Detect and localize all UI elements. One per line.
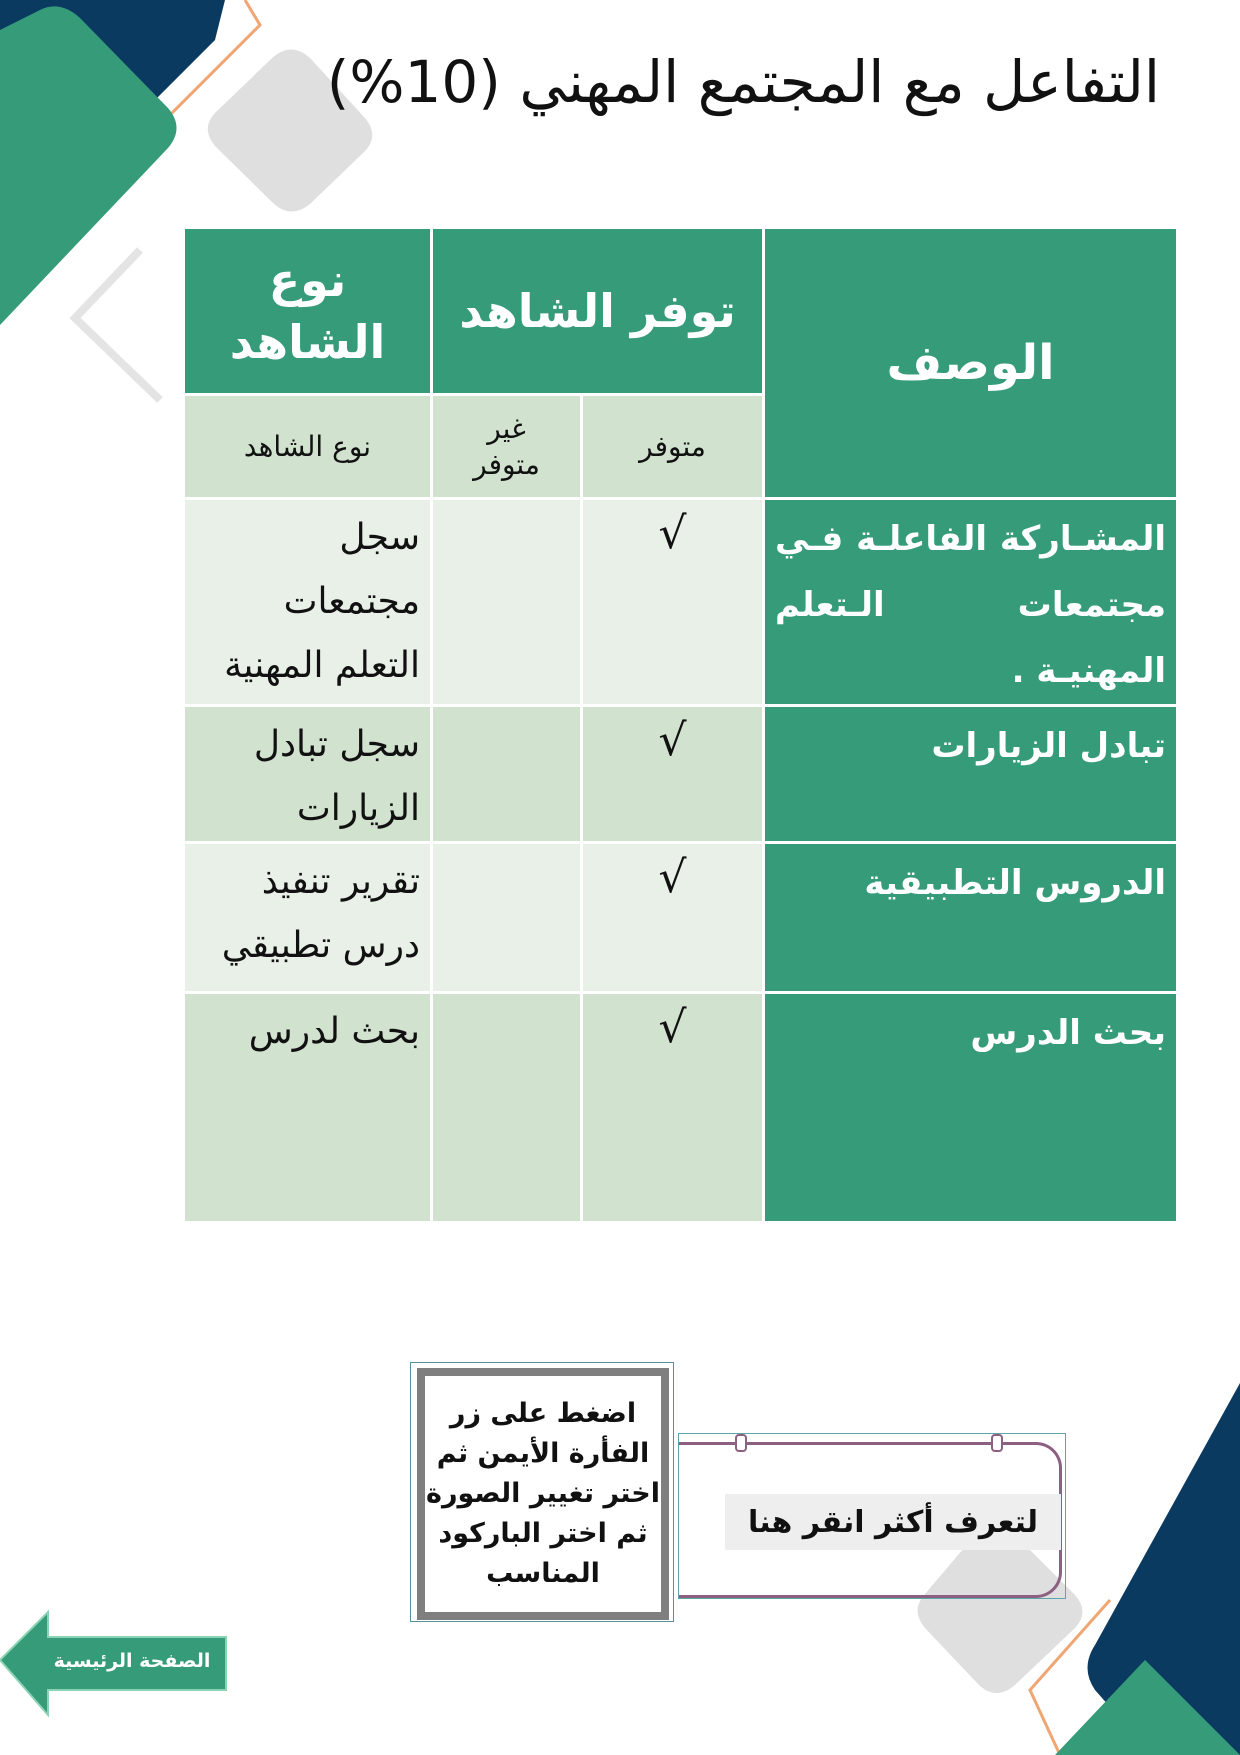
row-evidence: تقرير تنفيذ درس تطبيقي (184, 843, 432, 993)
row-not-available (432, 993, 582, 1223)
qr-code-placeholder[interactable] (410, 1362, 674, 1622)
table-row (184, 993, 1178, 1223)
callout-handle-right (991, 1434, 1003, 1452)
table-row (184, 499, 1178, 706)
row-description: تبادل الزيارات (764, 706, 1178, 843)
header-description: الوصف (764, 228, 1178, 499)
row-available-check: √ (582, 843, 764, 993)
subheader-evidence-type: نوع الشاهد (184, 395, 432, 499)
row-available-check: √ (582, 993, 764, 1223)
evidence-table (182, 226, 1179, 1224)
row-not-available (432, 843, 582, 993)
row-not-available (432, 706, 582, 843)
row-available-check: √ (582, 499, 764, 706)
learn-more-link[interactable]: لتعرف أكثر انقر هنا (725, 1494, 1061, 1550)
header-evidence-type: نوع الشاهد (184, 228, 432, 395)
header-availability: توفر الشاهد (432, 228, 764, 395)
row-available-check: √ (582, 706, 764, 843)
row-not-available (432, 499, 582, 706)
home-page-button[interactable] (0, 1610, 230, 1720)
row-description: بحث الدرس (764, 993, 1178, 1223)
subheader-not-available: غير متوفر (432, 395, 582, 499)
page-title: التفاعل مع المجتمع المهني (10%) (326, 48, 1160, 116)
callout-handle-left (735, 1434, 747, 1452)
row-description: المشـاركة الفاعلـة فـي مجتمعات الـتعلم المهنيـة . (764, 499, 1178, 706)
learn-more-callout[interactable] (678, 1433, 1066, 1599)
row-evidence: بحث لدرس (184, 993, 432, 1223)
row-evidence: سجل مجتمعات التعلم المهنية (184, 499, 432, 706)
top-left-gray-outline (75, 250, 160, 400)
row-description: الدروس التطبيقية (764, 843, 1178, 993)
subheader-available: متوفر (582, 395, 764, 499)
table-row (184, 843, 1178, 993)
qr-placeholder-text: اضغط على زر الفأرة الأيمن ثم اختر تغيير الصورة ثم اختر الباركود المناسب (417, 1368, 669, 1620)
row-evidence: سجل تبادل الزيارات (184, 706, 432, 843)
table-row (184, 706, 1178, 843)
home-page-label: الصفحة الرئيسية (53, 1650, 211, 1672)
